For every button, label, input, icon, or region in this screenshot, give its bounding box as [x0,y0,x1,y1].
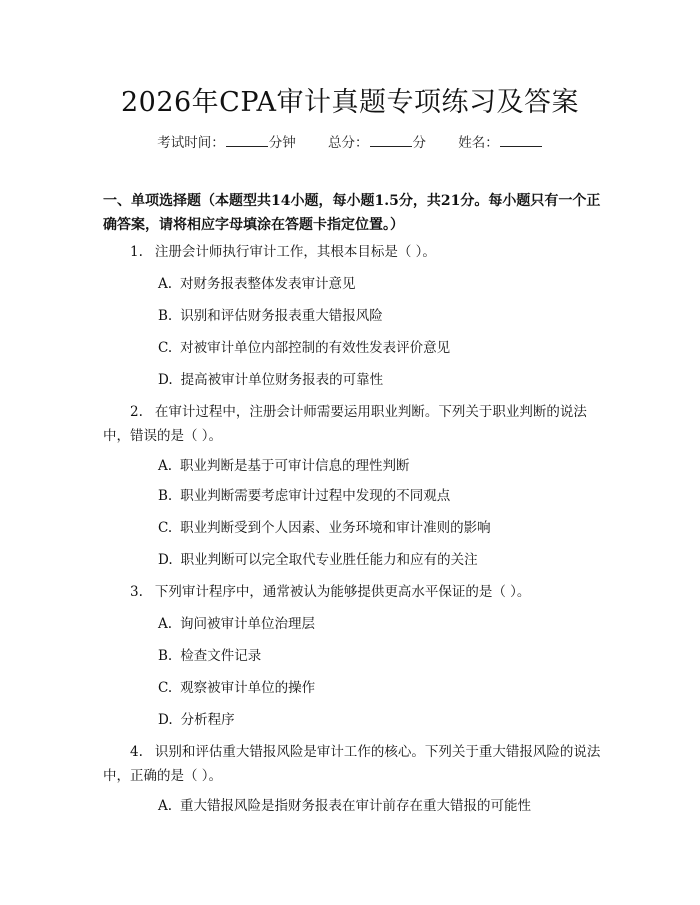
page-title: 2026年CPA审计真题专项练习及答案 [120,87,580,118]
option-text: 对被审计单位内部控制的有效性发表评价意见 [180,340,451,356]
option-text: 职业判断是基于可审计信息的理性判断 [180,458,410,474]
option-letter: A. [158,616,173,632]
option-1a [158,273,618,295]
option-text: 对财务报表整体发表审计意见 [180,276,356,292]
question-number: 3. [130,584,143,600]
option-2c [158,517,618,539]
option-text: 观察被审计单位的操作 [180,680,316,696]
option-letter: B. [158,308,173,324]
question-2 [103,400,603,448]
option-letter: B. [158,648,173,664]
option-text: 分析程序 [180,712,235,728]
total-score-unit: 分 [412,135,426,151]
option-text: 职业判断可以完全取代专业胜任能力和应有的关注 [180,552,478,568]
option-letter: A. [158,798,173,814]
total-score-label: 总分： [328,135,369,151]
option-1b [158,305,618,327]
exam-time-field [157,135,296,151]
option-letter: A. [158,458,173,474]
option-letter: A. [158,276,173,292]
option-letter: D. [158,712,173,728]
option-text: 询问被审计单位治理层 [180,616,316,632]
option-1d [158,369,618,391]
question-text: 注册会计师执行审计工作，其根本目标是（ ）。 [154,244,436,260]
option-2a [158,455,618,477]
option-4a [158,795,618,817]
name-label: 姓名： [458,135,499,151]
option-text: 重大错报风险是指财务报表在审计前存在重大错报的可能性 [180,798,532,814]
question-text: 下列审计程序中，通常被认为能够提供更高水平保证的是（ ）。 [154,584,531,600]
question-number: 2. [130,404,143,420]
name-blank [500,134,542,147]
question-1 [103,240,603,264]
option-2d [158,549,618,571]
option-3d [158,709,618,731]
option-text: 识别和评估财务报表重大错报风险 [180,308,383,324]
exam-time-blank [226,134,268,147]
option-letter: C. [158,340,173,356]
option-text: 职业判断需要考虑审计过程中发现的不同观点 [180,488,451,504]
option-letter: C. [158,520,173,536]
question-4 [103,740,603,788]
exam-meta-line [0,131,700,151]
option-1c [158,337,618,359]
option-letter: B. [158,488,173,504]
option-3c [158,677,618,699]
option-3b [158,645,618,667]
question-text: 在审计过程中，注册会计师需要运用职业判断。下列关于职业判断的说法中，错误的是（ ）。 [103,404,587,444]
question-number: 1. [130,244,143,260]
option-text: 检查文件记录 [180,648,262,664]
option-text: 提高被审计单位财务报表的可靠性 [180,372,384,388]
question-3 [103,580,603,604]
option-3a [158,613,618,635]
section-heading: 一、单项选择题（本题型共14小题，每小题1.5分，共21分。每小题只有一个正确答案，请将相应字母填涂在答题卡指定位置。） [103,193,601,233]
exam-time-unit: 分钟 [268,135,296,151]
option-letter: C. [158,680,173,696]
option-letter: D. [158,372,173,388]
question-number: 4. [130,744,143,760]
total-score-blank [370,134,412,147]
option-letter: D. [158,552,173,568]
option-text: 职业判断受到个人因素、业务环境和审计准则的影响 [180,520,491,536]
total-score-field [328,135,426,151]
question-text: 识别和评估重大错报风险是审计工作的核心。下列关于重大错报风险的说法中，正确的是（ ）。 [103,744,601,784]
name-field [458,135,543,151]
exam-time-label: 考试时间： [157,135,225,151]
option-2b [158,485,618,507]
